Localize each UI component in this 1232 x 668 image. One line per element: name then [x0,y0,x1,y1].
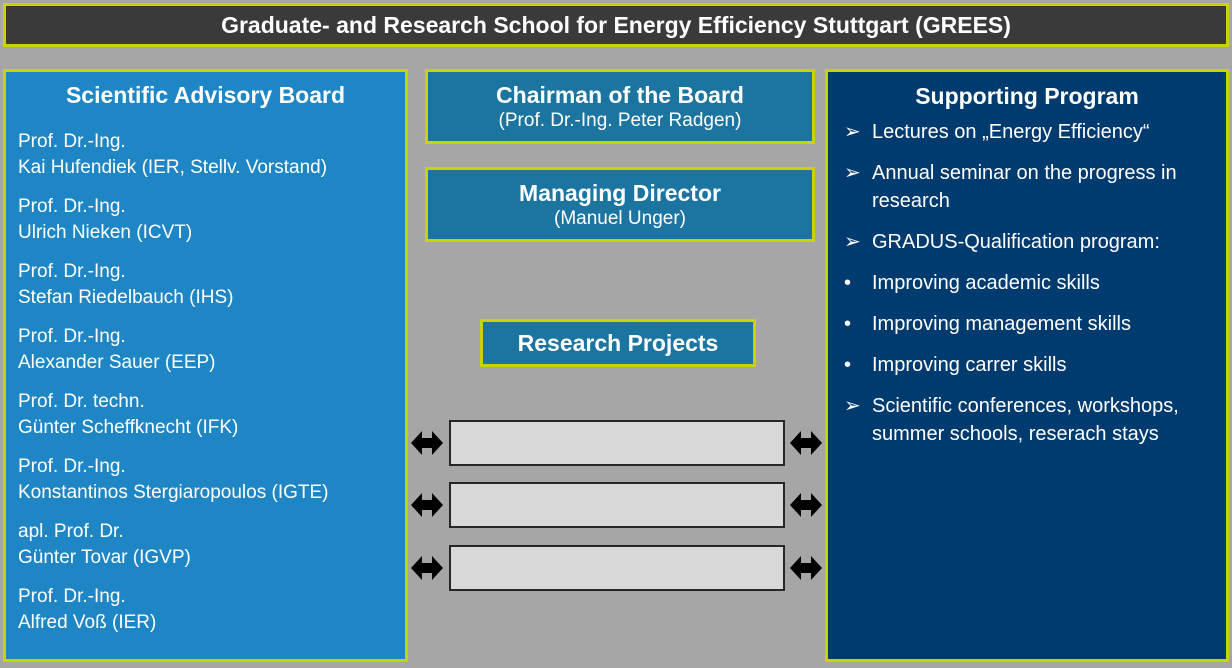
board-member [6,519,405,584]
member-name: Günter Scheffknecht (IFK) [18,417,239,438]
member-title: Prof. Dr.-Ing. [18,196,126,217]
board-member [6,584,405,649]
double-arrow-icon [790,428,822,458]
board-member [6,389,405,454]
list-item [828,310,1226,338]
list-item-text: GRADUS-Qualification program: [872,231,1160,253]
dot-bullet-icon: • [844,272,852,294]
arrow-bullet-icon: ➢ [844,395,861,417]
list-item-text: Lectures on „Energy Efficiency“ [872,121,1150,143]
research-project-slot [449,420,785,466]
dot-bullet-icon: • [844,313,852,335]
board-member [6,194,405,259]
member-name: Kai Hufendiek (IER, Stellv. Vorstand) [18,157,328,178]
arrow-bullet-icon: ➢ [844,162,861,184]
board-member [6,129,405,194]
double-arrow-icon [411,428,443,458]
research-projects-heading: Research Projects [517,330,719,356]
double-arrow-icon [790,553,822,583]
list-item [828,392,1226,448]
list-item [828,269,1226,297]
chairman-heading: Chairman of the Board [496,81,744,108]
supporting-program [825,69,1229,662]
board-member [6,454,405,519]
list-item-text: Scientific conferences, workshops, summer schools, reserach stays [872,395,1179,445]
arrow-bullet-icon: ➢ [844,231,861,253]
research-project-slot [449,482,785,528]
member-title: Prof. Dr.-Ing. [18,456,126,477]
chairman-box [425,69,815,144]
director-person: (Manuel Unger) [554,207,686,229]
double-arrow-icon [411,553,443,583]
double-arrow-icon [411,490,443,520]
member-title: Prof. Dr.-Ing. [18,131,126,152]
member-name: Stefan Riedelbauch (IHS) [18,287,234,308]
list-item-text: Improving carrer skills [872,354,1067,376]
managing-director-box [425,167,815,242]
double-arrow-icon [790,490,822,520]
member-title: apl. Prof. Dr. [18,521,124,542]
member-name: Günter Tovar (IGVP) [18,547,191,568]
list-item [828,159,1226,215]
board-member [6,324,405,389]
member-title: Prof. Dr.-Ing. [18,326,126,347]
list-item-text: Improving management skills [872,313,1131,335]
member-title: Prof. Dr.-Ing. [18,586,126,607]
member-title: Prof. Dr.-Ing. [18,261,126,282]
chairman-person: (Prof. Dr.-Ing. Peter Radgen) [498,109,742,131]
page-title: Graduate- and Research School for Energy Efficiency Stuttgart (GREES) [3,3,1229,47]
list-item [828,228,1226,256]
member-name: Ulrich Nieken (ICVT) [18,222,193,243]
research-projects-box [480,319,756,367]
board-member [6,259,405,324]
member-title: Prof. Dr. techn. [18,391,145,412]
dot-bullet-icon: • [844,354,852,376]
arrow-bullet-icon: ➢ [844,121,861,143]
member-name: Alexander Sauer (EEP) [18,352,216,373]
list-item-text: Improving academic skills [872,272,1100,294]
list-item-text: Annual seminar on the progress in research [872,162,1177,212]
list-item [828,118,1226,146]
director-heading: Managing Director [519,179,721,206]
list-item [828,351,1226,379]
member-name: Konstantinos Stergiaropoulos (IGTE) [18,482,329,503]
advisory-board-heading: Scientific Advisory Board [65,82,346,108]
supporting-program-heading: Supporting Program [915,83,1139,109]
member-name: Alfred Voß (IER) [18,612,157,633]
scientific-advisory-board [3,69,408,662]
research-project-slot [449,545,785,591]
